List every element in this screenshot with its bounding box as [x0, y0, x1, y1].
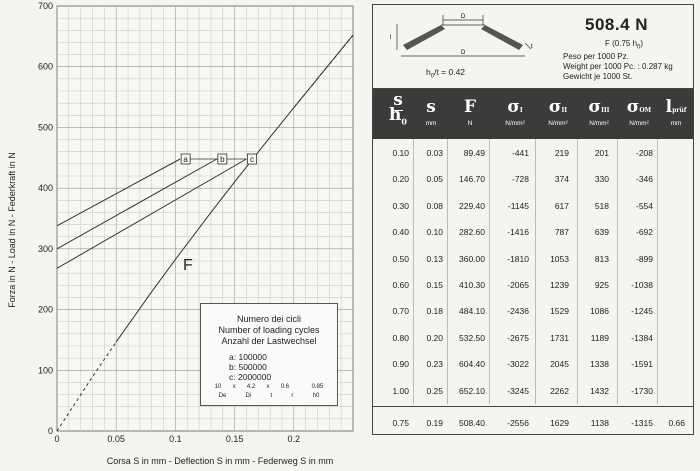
- weight-value: : 0.287 kg: [637, 62, 673, 71]
- table-cell: -1145: [507, 200, 529, 211]
- table-cell: 0.10: [426, 227, 443, 238]
- table-row: [373, 350, 693, 376]
- table-cell: 484.10: [459, 306, 485, 317]
- y-tick-label: 0: [47, 426, 53, 436]
- table-cell: 0.50: [392, 253, 409, 264]
- di-label: D: [461, 14, 466, 20]
- table-cell: 201: [594, 148, 609, 158]
- table-cell: 229.40: [459, 200, 485, 211]
- table-cell: -692: [635, 227, 653, 238]
- table-cell: -208: [635, 148, 653, 158]
- table-header: [373, 89, 693, 139]
- table-cell: -1730: [631, 385, 653, 396]
- table-footer-row: [373, 410, 693, 434]
- table-cell: -2436: [507, 306, 529, 317]
- x-axis-label: Corsa S in mm - Deflection S in mm - Federweg S in mm: [106, 456, 334, 466]
- legend-title-en: Number of loading cycles: [218, 325, 320, 335]
- legend-title-de: Anzahl der Lastwechsel: [221, 336, 317, 346]
- table-cell: -554: [635, 200, 653, 211]
- table-cell: -2065: [507, 279, 529, 290]
- legend-cycle-a: a: 100000: [229, 352, 267, 362]
- disc-spring-drawing: [381, 9, 551, 69]
- table-cell: 2262: [550, 385, 569, 396]
- table-cell: 0.90: [392, 359, 409, 370]
- table-cell: 1432: [590, 385, 609, 396]
- footer-cell: 508.40: [459, 418, 485, 428]
- table-cell: 0.60: [392, 279, 409, 290]
- y-tick-label: 600: [37, 61, 53, 72]
- y-tick-label: 700: [37, 1, 53, 11]
- footer-cell: 1629: [550, 418, 569, 428]
- weight-label-it: Peso per 1000 Pz.: [563, 52, 629, 61]
- de-label: D: [461, 50, 466, 56]
- table-cell: 219: [554, 148, 569, 158]
- table-cell: 1086: [590, 306, 609, 317]
- table-cell: 360.00: [459, 253, 485, 264]
- table-cell: 374: [554, 174, 569, 185]
- table-cell: -728: [511, 174, 529, 185]
- table-cell: 1189: [590, 332, 609, 343]
- table-cell: -1384: [631, 332, 653, 343]
- table-cell: -1245: [631, 306, 653, 317]
- table-cell: 282.60: [459, 227, 485, 238]
- svg-text:t: t: [531, 44, 533, 50]
- header-sigma-om: σOM N/mm²: [626, 97, 652, 127]
- table-cell: 617: [554, 200, 569, 211]
- table-cell: -441: [511, 148, 529, 158]
- table-cell: 0.05: [426, 174, 443, 185]
- panel-header: [373, 5, 693, 89]
- table-cell: 639: [594, 227, 609, 238]
- table-cell: -346: [635, 174, 653, 185]
- table-cell: 532.50: [459, 332, 485, 343]
- height-ratio: $h_0/t = 0.42$: [426, 67, 466, 80]
- table-cell: -1810: [507, 253, 529, 264]
- footer-cell: -2556: [507, 418, 529, 428]
- table-row: [373, 139, 693, 165]
- table-cell: 0.30: [392, 200, 409, 211]
- table-row: [373, 192, 693, 218]
- table-cell: 0.20: [392, 174, 409, 185]
- table-cell: -3022: [507, 359, 529, 370]
- table-cell: -3245: [507, 385, 529, 396]
- footer-cell: 0.66: [668, 418, 685, 428]
- table-cell: 0.80: [392, 332, 409, 343]
- table-cell: 813: [594, 253, 609, 264]
- marker-label-a: a: [183, 155, 188, 164]
- table-cell: 0.20: [426, 332, 443, 343]
- force-value: 508.4 N: [585, 15, 649, 34]
- y-axis-label: Forza in N - Load in N - Federkraft in N: [7, 152, 17, 308]
- marker-label-b: b: [220, 155, 225, 164]
- table-cell: 0.70: [392, 306, 409, 317]
- x-tick-label: 0.15: [225, 434, 244, 444]
- table-cell: 146.70: [459, 174, 485, 185]
- footer-cell: -1315: [631, 418, 653, 428]
- marker-label-c: c: [249, 155, 254, 164]
- spec-panel: [372, 4, 694, 435]
- legend-cycle-c: c: 2000000: [229, 372, 272, 382]
- table-cell: 0.10: [392, 148, 409, 158]
- table-cell: 0.13: [426, 253, 443, 264]
- x-tick-label: 0.05: [107, 434, 125, 444]
- y-tick-label: 500: [37, 122, 53, 133]
- table-cell: 0.15: [426, 279, 443, 290]
- header-s-h0: s $h_0$: [389, 90, 407, 127]
- table-cell: 925: [594, 279, 609, 290]
- x-tick-label: 0.2: [287, 434, 301, 444]
- header-s: s mm: [425, 97, 437, 127]
- series-label-f: F: [183, 257, 193, 274]
- footer-cell: 0.19: [426, 418, 443, 428]
- table-cell: -1038: [631, 279, 653, 290]
- y-tick-label: 200: [37, 304, 53, 315]
- table-cell: 518: [594, 200, 609, 211]
- header-sigma-1: σI N/mm²: [505, 97, 525, 127]
- table-cell: 1239: [550, 279, 569, 290]
- table-row: [373, 245, 693, 271]
- legend-param-labels: De Di t r h0: [218, 393, 320, 399]
- table-row: [373, 271, 693, 297]
- table-row: [373, 297, 693, 323]
- table-row: [373, 165, 693, 191]
- table-cell: 787: [554, 227, 569, 238]
- table-row: [373, 377, 693, 403]
- table-cell: -2675: [507, 332, 529, 343]
- table-cell: -1591: [631, 359, 653, 370]
- y-tick-label: 100: [37, 365, 53, 376]
- table-cell: 1338: [590, 359, 609, 370]
- table-row: [373, 324, 693, 350]
- table-cell: 0.18: [426, 306, 443, 317]
- table-cell: 0.08: [426, 200, 443, 211]
- y-tick-label: 300: [37, 243, 53, 254]
- table-cell: 0.03: [426, 148, 443, 158]
- table-cell: 410.30: [459, 279, 485, 290]
- table-cell: 330: [594, 174, 609, 185]
- table-cell: 604.40: [459, 359, 485, 370]
- table-cell: 652.10: [459, 385, 485, 396]
- legend-cycle-b: b: 500000: [229, 362, 267, 372]
- table-cell: 0.40: [392, 227, 409, 238]
- footer-cell: 0.75: [392, 418, 409, 428]
- table-cell: 1529: [550, 306, 569, 317]
- header-sigma-3: σIII N/mm²: [588, 97, 610, 127]
- y-tick-label: 400: [37, 183, 53, 194]
- table-cell: -899: [635, 253, 653, 264]
- table-cell: 2045: [550, 359, 569, 370]
- table-cell: 1731: [550, 332, 569, 343]
- table-cell: 0.25: [426, 385, 443, 396]
- table-cell: 1053: [550, 253, 569, 264]
- legend-params: 10 x 4.2 x 0.6 0.85: [214, 384, 324, 390]
- table-row: [373, 218, 693, 244]
- height-label: l: [390, 35, 392, 41]
- header-l-pruef: lprüf mm: [665, 97, 687, 127]
- table-cell: -1416: [507, 227, 529, 238]
- table-cell: 0.23: [426, 359, 443, 370]
- table-cell: 89.49: [463, 148, 485, 158]
- cycles-legend: [200, 303, 338, 406]
- weight-label-en: Weight per 1000 Pc. : 0.287 kg: [563, 62, 673, 71]
- header-sigma-2: σII N/mm²: [548, 97, 568, 127]
- weight-label-de: Gewicht je 1000 St.: [563, 72, 633, 81]
- table-cell: 1.00: [392, 385, 409, 396]
- table-body: [373, 139, 693, 403]
- x-tick-label: 0.1: [169, 434, 182, 444]
- footer-cell: 1138: [590, 418, 609, 428]
- header-f: F N: [463, 97, 477, 127]
- force-note: F (0.75 $h_0$): [605, 39, 644, 51]
- x-tick-label: 0: [54, 434, 60, 444]
- legend-title-it: Numero dei cicli: [236, 314, 302, 324]
